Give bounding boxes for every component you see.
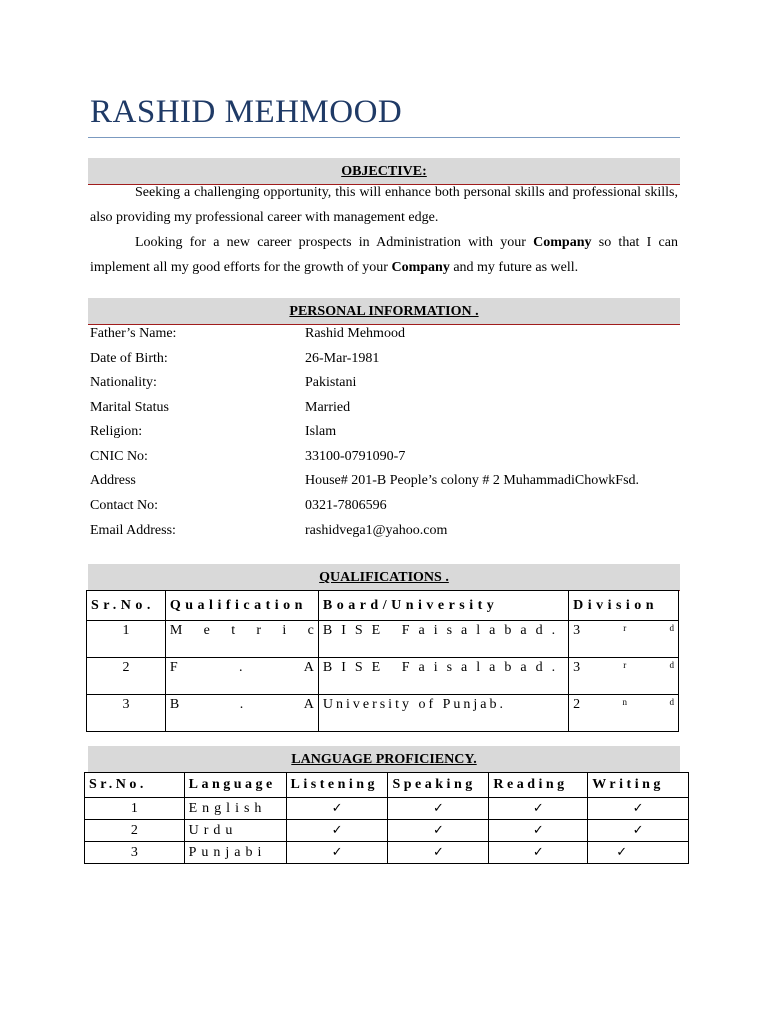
cell-sr: 2	[85, 820, 185, 842]
col-header-qualification: Qualification	[165, 591, 318, 621]
pi-value: Married	[305, 400, 351, 415]
check-icon: ✓	[489, 820, 588, 842]
cell-sr: 3	[85, 842, 185, 864]
pi-label: Contact No:	[90, 498, 159, 513]
cell-sr: 3	[87, 695, 166, 732]
language-table	[84, 772, 689, 864]
div-suffix: r	[623, 660, 627, 670]
check-icon: ✓	[588, 842, 689, 864]
col-header-reading: Reading	[489, 773, 588, 798]
objective-paragraph-1: Seeking a challenging opportunity, this will enhance both personal skills and professional skills, also providing my professional career with management edge.	[90, 185, 678, 225]
q-letter: M	[169, 623, 183, 638]
pi-value: Islam	[305, 424, 337, 439]
col-header-sr: Sr.No.	[85, 773, 185, 798]
pi-value: 33100-0791090-7	[305, 449, 406, 464]
table-row	[87, 658, 679, 695]
col-header-listening: Listening	[286, 773, 388, 798]
pi-label: Religion:	[90, 424, 143, 439]
q-letter: i	[282, 623, 287, 638]
col-header-writing: Writing	[588, 773, 689, 798]
cell-language: English	[184, 798, 286, 820]
check-icon: ✓	[588, 798, 689, 820]
div-suffix: d	[669, 697, 674, 707]
pi-label: Date of Birth:	[90, 351, 168, 366]
cell-board: BISE Faisalabad.	[318, 658, 568, 695]
objective-text-c: so that I can implement all my good efforts for the growth of your	[90, 235, 678, 275]
pi-label: Address	[90, 473, 136, 488]
q-letter: B	[169, 697, 180, 712]
q-letter: t	[231, 623, 236, 638]
pi-value: House# 201-B People’s colony # 2 MuhammadiChowkFsd.	[305, 473, 640, 488]
qualifications-table	[86, 590, 679, 732]
check-icon: ✓	[489, 842, 588, 864]
pi-value: Pakistani	[305, 375, 357, 390]
pi-label: Marital Status	[90, 400, 169, 415]
cell-sr: 2	[87, 658, 166, 695]
objective-heading-text: OBJECTIVE:	[341, 164, 427, 179]
qualifications-heading	[88, 564, 680, 591]
q-letter: .	[239, 697, 244, 712]
pi-label: Nationality:	[90, 375, 157, 390]
check-icon: ✓	[286, 820, 388, 842]
div-number: 3	[573, 623, 581, 638]
pi-label: Father’s Name:	[90, 326, 177, 341]
check-icon: ✓	[286, 798, 388, 820]
check-icon: ✓	[388, 798, 489, 820]
objective-company-1: Company	[533, 235, 592, 250]
table-header-row	[87, 591, 679, 621]
table-row	[87, 695, 679, 732]
col-header-speaking: Speaking	[388, 773, 489, 798]
check-icon: ✓	[588, 820, 689, 842]
objective-text-e: and my future as well.	[449, 260, 579, 275]
cell-sr: 1	[85, 798, 185, 820]
div-number: 3	[573, 660, 581, 675]
cell-qualification	[165, 621, 318, 658]
div-number: 2	[573, 697, 581, 712]
objective-text-a: Looking for a new career prospects in Administration with your	[135, 235, 534, 250]
check-icon: ✓	[388, 842, 489, 864]
cell-board: University of Punjab.	[318, 695, 568, 732]
div-suffix: d	[669, 660, 674, 670]
candidate-name: RASHID MEHMOOD	[90, 94, 403, 130]
pi-value: 0321-7806596	[305, 498, 387, 513]
pi-label: CNIC No:	[90, 449, 148, 464]
cell-division	[569, 658, 679, 695]
col-header-division: Division	[569, 591, 679, 621]
q-letter: A	[303, 660, 314, 675]
q-letter: F	[169, 660, 178, 675]
cell-qualification	[165, 695, 318, 732]
col-header-board: Board/University	[318, 591, 568, 621]
language-heading	[88, 746, 680, 773]
table-row	[85, 798, 689, 820]
pi-value: rashidvega1@yahoo.com	[305, 523, 448, 538]
check-icon: ✓	[286, 842, 388, 864]
personal-info-heading-text: PERSONAL INFORMATION .	[289, 304, 479, 319]
q-letter: e	[203, 623, 210, 638]
personal-info-heading	[88, 298, 680, 325]
cell-division	[569, 621, 679, 658]
col-header-sr: Sr.No.	[87, 591, 166, 621]
table-header-row	[85, 773, 689, 798]
table-row	[85, 842, 689, 864]
pi-value: Rashid Mehmood	[305, 326, 405, 341]
col-header-language: Language	[184, 773, 286, 798]
cell-board: BISE Faisalabad.	[318, 621, 568, 658]
name-divider	[88, 137, 680, 138]
div-suffix: d	[669, 623, 674, 633]
q-letter: A	[303, 697, 314, 712]
cell-division	[569, 695, 679, 732]
table-row	[85, 820, 689, 842]
pi-label: Email Address:	[90, 523, 176, 538]
cell-language: Punjabi	[184, 842, 286, 864]
table-row	[87, 621, 679, 658]
objective-company-2: Company	[391, 260, 450, 275]
cell-qualification	[165, 658, 318, 695]
objective-paragraph-2	[90, 230, 678, 280]
q-letter: c	[307, 623, 314, 638]
div-suffix: n	[622, 697, 628, 707]
div-suffix: r	[623, 623, 627, 633]
check-icon: ✓	[388, 820, 489, 842]
qualifications-heading-text: QUALIFICATIONS .	[319, 570, 449, 585]
q-letter: r	[256, 623, 262, 638]
pi-value: 26-Mar-1981	[305, 351, 380, 366]
q-letter: .	[238, 660, 243, 675]
check-icon: ✓	[489, 798, 588, 820]
cell-language: Urdu	[184, 820, 286, 842]
cell-sr: 1	[87, 621, 166, 658]
language-heading-text: LANGUAGE PROFICIENCY.	[291, 752, 477, 767]
